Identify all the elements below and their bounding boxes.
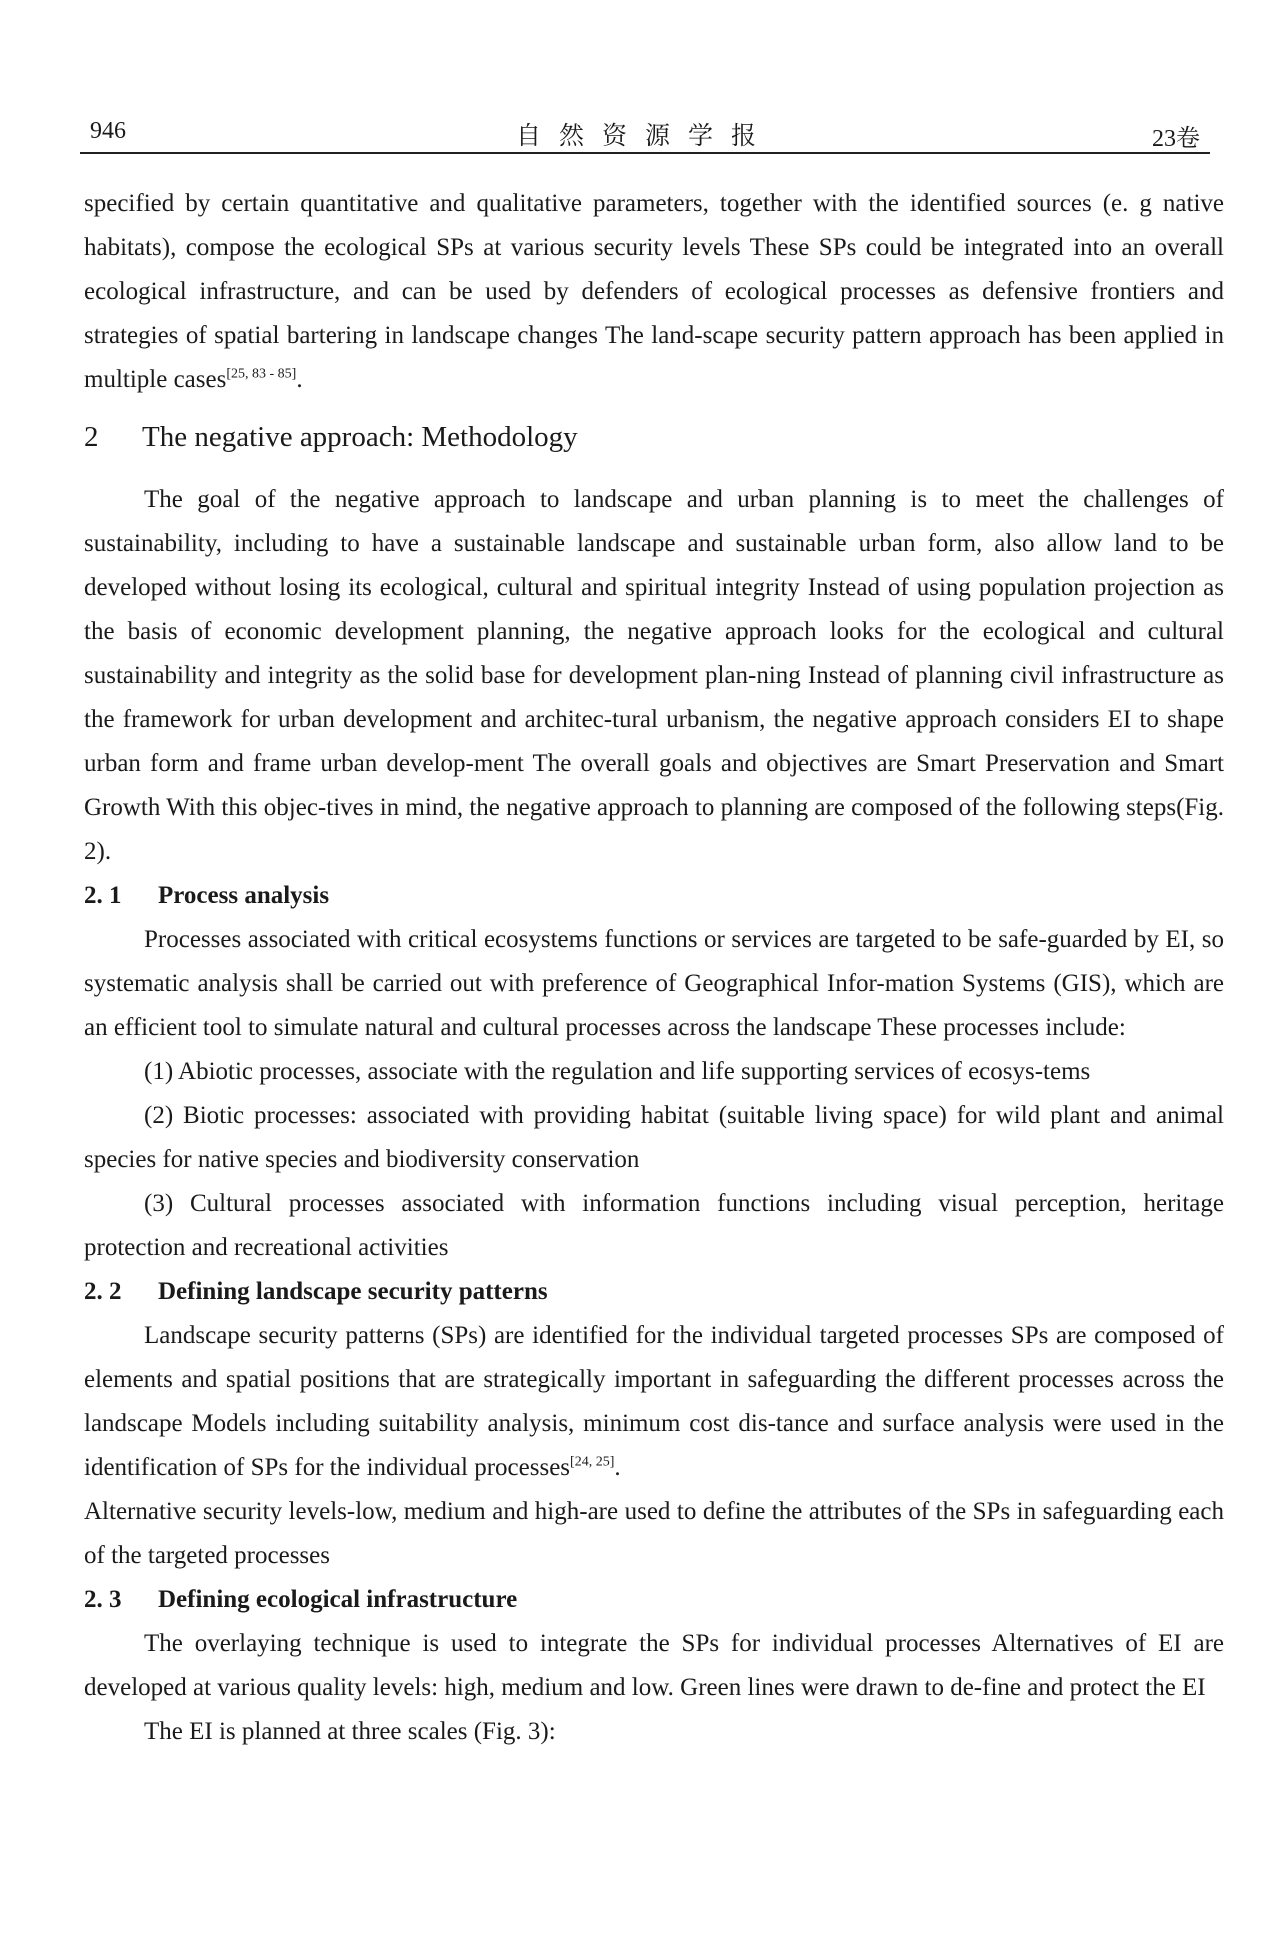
article-body: [84, 182, 1224, 1754]
page-number: 946: [90, 118, 126, 144]
section-heading: 2 The negative approach: Methodology: [84, 421, 578, 453]
list-item: (3) Cultural processes associated with information functions including visual perception, heritage protection and recreational activities: [84, 1190, 1224, 1261]
list-item: (1) Abiotic processes, associate with the regulation and life supporting services of ecosys-tems: [144, 1058, 1091, 1085]
paragraph: specified by certain quantitative and qualitative parameters, together with the identified sources (e. g native habitats), compose the ecological SPs at various security levels These SPs could be integrated into an overall ecological infrastructure, and can be used by defenders of ecological processes as defensive frontiers and strategies of spatial bartering in landscape changes The land-scape security pattern approach has been applied in multiple cases[25, 83 - 85].: [84, 190, 1224, 393]
paragraph: The goal of the negative approach to landscape and urban planning is to meet the challenges of sustainability, including to have a sustainable landscape and sustainable urban form, also allow land to be developed without losing its ecological, cultural and spiritual integrity Instead of using population projection as the basis of economic development planning, the negative approach looks for the ecological and cultural sustainability and integrity as the solid base for development plan-ning Instead of planning civil infrastructure as the framework for urban development and architec-tural urbanism, the negative approach considers EI to shape urban form and frame urban develop-ment The overall goals and objectives are Smart Preservation and Smart Growth With this objec-tives in mind, the negative approach to planning are composed of the following steps(Fig. 2).: [84, 486, 1224, 865]
paragraph: Alternative security levels-low, medium and high-are used to define the attributes of the SPs in safeguarding each of the targeted processes: [84, 1498, 1224, 1569]
citation: [25, 83 - 85]: [226, 366, 297, 382]
volume-label: 23卷: [1152, 126, 1200, 152]
paragraph: The overlaying technique is used to integrate the SPs for individual processes Alternatives of EI are developed at various quality levels: high, medium and low. Green lines were drawn to de-fine and protect the EI: [84, 1630, 1224, 1701]
subsection-heading: 2. 3 Defining ecological infrastructure: [84, 1586, 518, 1613]
header-rule: [80, 152, 1210, 154]
paragraph: Processes associated with critical ecosystems functions or services are targeted to be safe-guarded by EI, so systematic analysis shall be carried out with preference of Geographical Infor-mation Systems (GIS), which are an efficient tool to simulate natural and cultural processes across the landscape These processes include:: [84, 926, 1224, 1041]
subsection-heading: 2. 2 Defining landscape security patterns: [84, 1278, 548, 1305]
list-item: (2) Biotic processes: associated with providing habitat (suitable living space) for wild plant and animal species for native species and biodiversity conservation: [84, 1102, 1224, 1173]
citation: [24, 25]: [570, 1454, 615, 1470]
paragraph: Landscape security patterns (SPs) are identified for the individual targeted processes SPs are composed of elements and spatial positions that are strategically important in safeguarding the different processes across the landscape Models including suitability analysis, minimum cost dis-tance and surface analysis were used in the identification of SPs for the individual processes[24, 25].: [84, 1322, 1224, 1481]
subsection-heading: 2. 1 Process analysis: [84, 882, 330, 909]
paragraph: The EI is planned at three scales (Fig. 3):: [144, 1718, 556, 1745]
journal-title: 自然资源学报: [515, 123, 774, 150]
running-header: [80, 112, 1210, 156]
